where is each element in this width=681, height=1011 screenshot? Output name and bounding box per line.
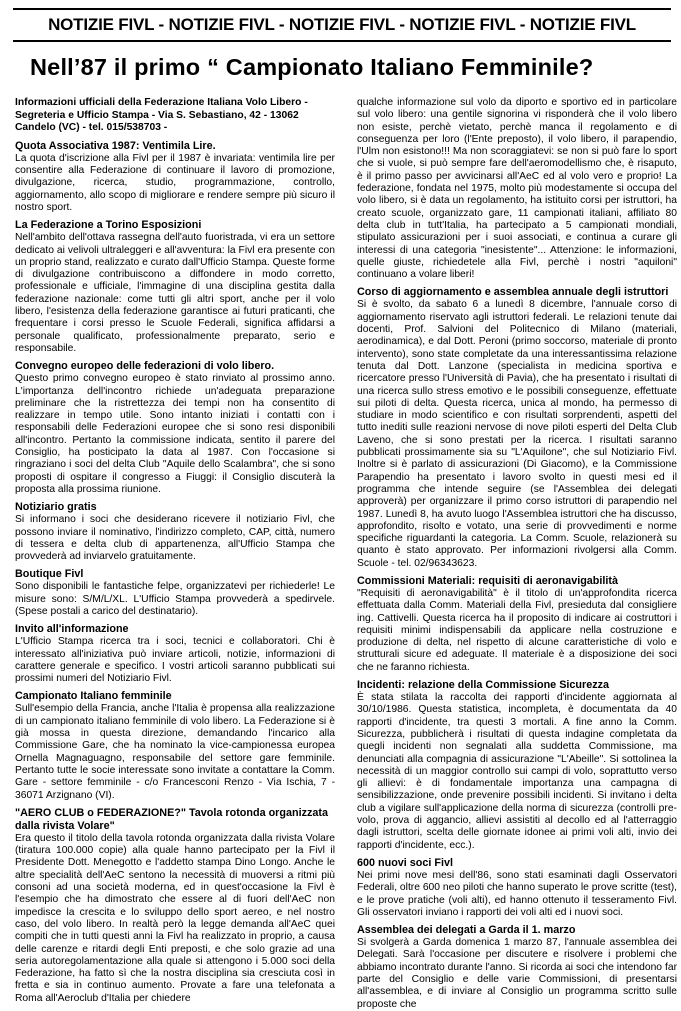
- article-body: qualche informazione sul volo da diporto e sportivo ed in particolare sul volo libero: una gentile signorina vi risponderà che il volo libero non esiste, perchè vietato, perchè manca il regolamento e di conseguenza per loro (l'Ente preposto), il volo libero, il parapendio, l'Ulm non esistono!!! Ma non scoraggiatevi: se non si può fare lo sport che si vuole, si può sempre fare dell'aeromodellismo che, è risaputo, è il primo passo per avvicinarsi all'AeC ed al volo vero e proprio! La federazione, fondata nel 1975, molto più modestamente si occupa del volo libero, si è data un regolamento, ha istituito corsi per istruttori, ha creato scuole, organizzato gare, 11 campionati italiani, affiliato 80 delta club in tutt'Italia, ha partecipato a 5 campionati mondiali, stipulato assicurazioni per i suoi associati, e continua a curare gli interessi di una categoria "inesistente"... Attenzione: le informazioni, quelle giuste, richiedetele alla Fivl, perchè i nostri "aquiloni" continuano a volare liberi!: [357, 97, 677, 281]
- article-materiali: [357, 575, 677, 674]
- article-title: Convegno europeo delle federazioni di volo libero.: [15, 360, 275, 373]
- article-body: Questo primo convegno europeo è stato rinviato al prossimo anno. L'importanza dell'incontro richiede un'adeguata preparazione preliminare che la ristrettezza dei tempi non ha consentito di realizzare in tempo utile. Sono intanto iniziati i contatti con i responsabili delle Federazioni europee che si sono resi disponibili all'incontro. Pertanto la commissione indicata, sentito il parere del Consiglio, ha posticipato la data al 1987. Con l'occasione si ringraziano i soci del delta Club "Aquile dello Scalambra", che si sono proposti di ospitare il congresso a Fiuggi: il Consiglio discuterà la proposta alla prossima riunione.: [15, 373, 335, 495]
- article-assemblea: [357, 924, 677, 1011]
- article-aeroclub: [15, 807, 335, 1005]
- article-title: Incidenti: relazione della Commissione Sicurezza: [357, 679, 609, 692]
- article-body: Era questo il titolo della tavola rotonda organizzata dalla rivista Volare (tiratura 100.000 copie) alla quale hanno partecipato per la Fivl il Presidente Dott. Menegotto e l'addetto stampa Dino Longo. Anche le altre specialità dell'AeC sentono la necessità di muoversi a ritmi più consoni ad una società moderna, ed in quest'occasione la Fivl è l'esempio che ha dimostrato che essere al di fuori dell'AeC non impedisce la crescita e lo sviluppo dello sport aereo, e nel nostro caso, del volo libero. In realtà però la legge demanda all'AeC quei compiti che in tutti questi anni la Fivl ha realizzato in proprio, a causa delle carenze e ritardi degli Enti preposti, e che solo grazie ad una seria autoregolamentazione alla quale si attengono i 5.000 soci della Federazione, ha fatto sì che la nostra disciplina sia cresciuta così in fretta e sia in continuo aumento. Provate a fare una telefonata a Roma all'Aeroclub d'Italia per chiedere: [15, 832, 335, 1004]
- article-title: Assemblea dei delegati a Garda il 1. marzo: [357, 924, 576, 937]
- article-body: "Requisiti di aeronavigabilità" è il titolo di un'approfondita ricerca effettuata dalla Comm. Materiali della Fivl, presieduta dal consigliere ing. Cattivelli. Questa ricerca ha il proposito di indicare ai costruttori i requisiti minimi indispensabili da applicare nella costruzione e produzione di delta, nel rispetto di alcune caratteristiche di volo e strutturali sicure ed adeguate. Il materiale è a disposizione dei soci che ne faranno richiesta.: [357, 587, 677, 673]
- article-body: Si informano i soci che desiderano ricevere il notiziario Fivl, che possono inviare il nominativo, l'indirizzo completo, CAP, città, numero di tessera e delta club di appartenenza, all'Ufficio Stampa che provvederà ad inviarvelo gratuitamente.: [15, 514, 335, 563]
- article-title: Notiziario gratis: [15, 501, 97, 514]
- article-title: Invito all'informazione: [15, 623, 129, 636]
- article-incidenti: [357, 679, 677, 852]
- article-title: Corso di aggiornamento e assemblea annuale degli istruttori: [357, 286, 669, 299]
- header-band: [13, 8, 671, 42]
- intro-paragraph: Informazioni ufficiali della Federazione Italiana Volo Libero - Segreteria e Ufficio Stampa - Via S. Sebastiano, 42 - 13062 Candelo (VC) - tel. 015/538703 -: [15, 97, 308, 134]
- article-body: Nei primi nove mesi dell'86, sono stati esaminati dagli Osservatori Federali, oltre 600 neo piloti che hanno superato le prove scritte (test), e le prove pratiche (voli alti), ed hanno ottenuto il tesseramento Fivl. Gli osservatori inviano i rapporti dei voli alti ed i nuovi soci.: [357, 869, 677, 918]
- article-torino: [15, 219, 335, 355]
- article-invito: [15, 623, 335, 685]
- article-body: Sull'esempio della Francia, anche l'Italia è propensa alla realizzazione di un campionato italiano femminile di volo libero. La Federazione si è già mossa in questa direzione, demandando l'incarico alla Commissione Gare, che ha nominato la vice-campionessa europea Ornella Magnaguagno, responsabile del settore gare femminile. Pertanto tutte le socie interessate sono invitate a contattare la Comm. Gare - settore femminile - c/o Francesconi Renzo - Via Ischia, 7 - 36071 Arzignano (VI).: [15, 703, 335, 801]
- article-body: Sono disponibili le fantastiche felpe, organizzatevi per richiederle! Le misure sono: S/M/L/XL. L'Ufficio Stampa provvederà a spedirvele. (Spese postali a carico del destinatario).: [15, 581, 335, 617]
- article-body: Si è svolto, da sabato 6 a lunedì 8 dicembre, l'annuale corso di aggiornamento riservato agli istruttori federali. Le relazioni tenute dai docenti, Prof. Salvioni del Politecnico di Milano (materiali, aerodinamica), e dal Dott. Peroni (primo soccorso, materiale di pronto intervento), sono state completate da una interessantissima relazione tenuta dal Dott. Lanzone (specialista in medicina sportiva e ricercatore presso l'Università di Pavia), che ha presentato i risultati di una ricerca sullo stress emotivo e le possibili conseguenze, effettuate sui piloti di delta. Questa ricerca, unica al mondo, ha permesso di studiare in modo scientifico e con risultati sorprendenti, aspetti del tutto inediti sulle reazioni nervose di nove piloti esperti del Delta Club Laveno, che si sono prestati per la ricerca. I risultati saranno pubblicati prossimamente sia su "L'Aquilone", che sul Notiziario Fivl. Inoltre si è parlato di assicurazioni (Di Giacomo), e la Commissione Parapendio ha presentato i lavoro svolto in questi mesi ed il programma che intende seguire (se l'Assemblea dei delegati approverà) per organizzare il primo corso istruttori di parapendio nel 1987. Lunedì 8, ha avuto luogo l'Assemblea istruttori che ha discusso, approfondito, risolto e votato, una serie di provvedimenti e norme specifiche riguardanti la categoria. La Comm. Scuole, relazionerà su quanto è stato approvato. Per informazioni rivolgersi alla Comm. Scuole - tel. 02/96343623.: [357, 299, 677, 569]
- article-title: "AERO CLUB o FEDERAZIONE?" Tavola rotonda organizzata dalla rivista Volare": [15, 806, 328, 832]
- article-convegno: [15, 360, 335, 496]
- page-title: Nell’87 il primo “ Campionato Italiano Femminile?: [30, 54, 594, 80]
- article-body: Nell'ambito dell'ottava rassegna dell'auto fuoristrada, vi era un settore dedicato ai velivoli ultraleggeri e all'avventura: la Fivl era presente con un proprio stand, realizzato e curato dall'Ufficio Stampa. Queste forme di divulgazione contribuiscono a diffondere in modo corretto, professionale e ufficiale, l'immagine di una disciplina gestita dalla federazione nazionale: come tutti gli altri sport, anche per il volo libero, l'esistenza della federazione garantisce ai futuri praticanti, che frequentare i corsi presso le Scuole Federali, significa affidarsi a personale qualificato, professionalmente preparato, serio e responsabile.: [15, 232, 335, 354]
- left-column: [15, 97, 335, 1004]
- article-nuovi-soci: [357, 857, 677, 919]
- article-boutique: [15, 568, 335, 618]
- article-quota: [15, 140, 335, 214]
- article-corso: [357, 286, 677, 570]
- header-band-text: NOTIZIE FIVL - NOTIZIE FIVL - NOTIZIE FIVL - NOTIZIE FIVL - NOTIZIE FIVL: [48, 15, 636, 34]
- article-title: 600 nuovi soci Fivl: [357, 856, 454, 869]
- article-body: È stata stilata la raccolta dei rapporti d'incidente aggiornata al 30/10/1986. Questa statistica, incompleta, è documentata da 40 rapporti d'incidente, tra questi 3 mortali. A fine anno la Comm. Sicurezza, pubblicherà i risultati di questa indagine completata da quegli incidenti non segnalati alla suddetta Commissione, ma denunciati alla compagnia di assicurazione "L'Abeille". Si sottolinea la necessità di un maggior controllo sui campi di volo, soprattutto verso gli allievi: è di fondamentale importanza una campagna di sensibilizzazione, onde prevenire possibili incidenti. Si invitano i delta club a vigilare sull'applicazione della norma di sicurezza (controlli pre-volo, prova di aggancio, allievi assistiti al decollo ed al l'atterraggio dagli istruttori, scelta delle giornate idonee ai primi voli alti, invio dei rapporti d'incidente, ecc.).: [357, 692, 677, 851]
- right-column: [357, 97, 677, 1010]
- article-title: Quota Associativa 1987: Ventimila Lire.: [15, 139, 216, 152]
- article-title: Commissioni Materiali: requisiti di aeronavigabilità: [357, 574, 618, 587]
- article-title: La Federazione a Torino Esposizioni: [15, 219, 202, 232]
- article-notiziario: [15, 501, 335, 563]
- article-aeroclub-continued: [357, 97, 677, 281]
- article-title: Campionato Italiano femminile: [15, 690, 172, 703]
- article-campionato: [15, 690, 335, 801]
- article-body: Si svolgerà a Garda domenica 1 marzo 87, l'annuale assemblea dei Delegati. Sarà l'occasione per discutere e risolvere i problemi che abbiamo incontrato durante l'anno. Si ricorda ai soci che intendono far parte del Consiglio e delle varie Commissioni, di presentarsi all'assemblea, e di inviare al Consiglio un programma scritto sulle proposte che: [357, 937, 677, 1010]
- article-body: L'Ufficio Stampa ricerca tra i soci, tecnici e collaboratori. Chi è interessato all'iniziativa può inviare articoli, notizie, informazioni di carattere generale e specifico. I vostri articoli saranno pubblicati sui prossimi numeri del Notiziario Fivl.: [15, 636, 335, 685]
- article-title: Boutique Fivl: [15, 568, 84, 581]
- article-body: La quota d'iscrizione alla Fivl per il 1987 è invariata: ventimila lire per consentire alla Federazione di continuare il lavoro di promozione, divulgazione, ricerca, studio, programmazione, controllo, aggiornamento, allo scopo di migliorare e rendere sempre più sicuro il nostro sport.: [15, 152, 335, 213]
